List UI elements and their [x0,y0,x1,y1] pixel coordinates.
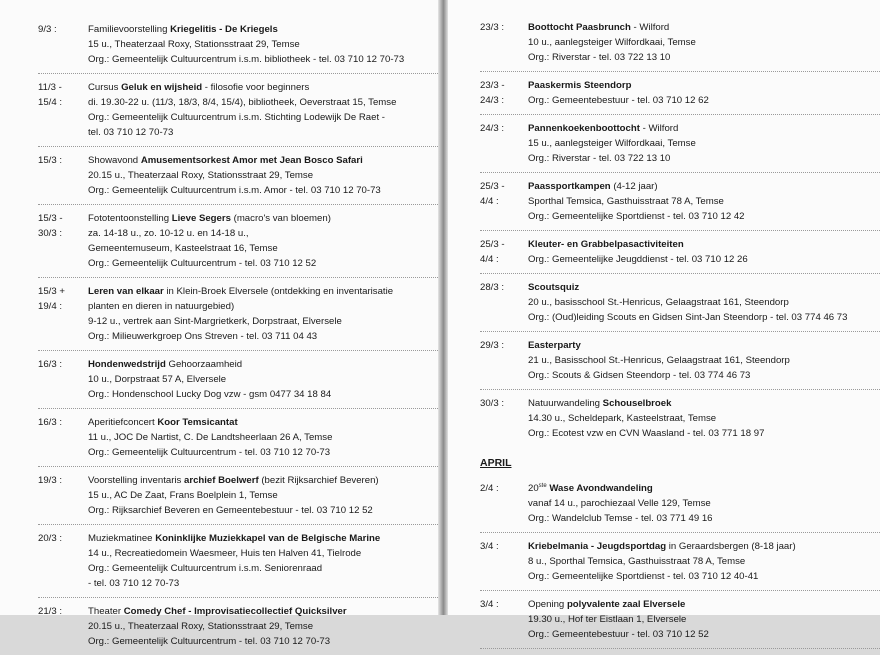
event-text: 20 [528,483,539,494]
event-text: Org.: Gemeentelijk Cultuurcentrum i.s.m. bibliotheek - tel. 03 710 12 70-73 [88,54,405,65]
event-entry [480,396,880,447]
event-detail-line [88,299,430,314]
event-title-text: Wase Avondwandeling [546,483,653,494]
event-text: Natuurwandeling [528,398,603,409]
event-date-line: 16/3 : [38,417,63,428]
event-details [528,481,880,526]
event-date [480,20,528,65]
event-date-line: 29/3 : [480,340,505,351]
event-detail-line [88,329,430,344]
event-detail-line [88,183,430,198]
event-details [528,396,880,441]
right-event-list-march [448,0,880,447]
event-text: Aperitiefconcert [88,417,158,428]
event-entry [38,531,438,598]
event-text: Gemeentemuseum, Kasteelstraat 16, Temse [88,243,278,254]
event-detail-line [528,78,872,93]
event-text: 14 u., Recreatiedomein Waesmeer, Huis ten Halven 41, Tielrode [88,548,362,559]
event-date [480,539,528,584]
event-text: 20.15 u., Theaterzaal Roxy, Stationsstraat 29, Temse [88,170,314,181]
event-detail-line [528,280,872,295]
event-title-text: Kriegelitis - De Kriegels [170,24,278,35]
event-text: Org.: Gemeentelijk Cultuurcentrum - tel. 03 710 12 70-73 [88,636,331,647]
event-text: Org.: Gemeentelijk Cultuurcentrum i.s.m. Seniorenraad [88,563,323,574]
event-date-line: 24/3 : [480,95,505,106]
event-details [88,153,438,198]
event-text: Org.: (Oud)leiding Scouts en Gidsen Sint-Jan Steendorp - tel. 03 774 46 73 [528,312,848,323]
event-date-line: 25/3 - [480,239,505,250]
event-detail-line [88,372,430,387]
event-date [38,153,88,198]
right-event-list-april [448,481,880,649]
month-heading-april: APRIL [480,457,512,469]
left-page [0,0,438,647]
event-date [38,211,88,271]
event-details [88,211,438,271]
event-text: 21 u., Basisschool St.-Henricus, Gelaagstraat 161, Steendorp [528,355,790,366]
event-detail-line [88,488,430,503]
event-detail-line [88,531,430,546]
event-title-text: Boottocht Paasbrunch [528,22,631,33]
event-text: Org.: Gemeentelijke Sportdienst - tel. 03 710 12 42 [528,211,745,222]
event-text: Org.: Gemeentelijke Jeugddienst - tel. 03 710 12 26 [528,254,748,265]
event-text: Sporthal Temsica, Gasthuisstraat 78 A, Temse [528,196,724,207]
event-date [38,473,88,518]
event-title-text: Paaskermis Steendorp [528,80,632,91]
event-title-text: Easterparty [528,340,581,351]
event-entry [38,415,438,467]
event-entry [480,539,880,591]
event-date-line: 15/3 : [38,155,63,166]
event-details [528,539,880,584]
event-text: 20.15 u., Theaterzaal Roxy, Stationsstraat 29, Temse [88,621,314,632]
event-detail-line [88,284,430,299]
event-detail-line [88,473,430,488]
event-text: - Wilford [630,22,670,33]
event-detail-line [528,338,872,353]
event-date-line: 30/3 : [38,228,63,239]
event-details [528,280,880,325]
event-text: Gehoorzaamheid [165,359,243,370]
event-text: Org.: Gemeentelijk Cultuurcentrum - tel. 03 710 12 52 [88,258,317,269]
event-date-line: 2/4 : [480,483,499,494]
event-text: Org.: Scouts & Gidsen Steendorp - tel. 03 774 46 73 [528,370,751,381]
event-detail-line [528,252,872,267]
event-details [528,338,880,383]
event-date [480,237,528,267]
event-text: Showavond [88,155,141,166]
event-title-text: Hondenwedstrijd [88,359,166,370]
event-entry [480,237,880,274]
event-detail-line [88,95,430,110]
event-detail-line [528,50,872,65]
event-text: Org.: Gemeentelijk Cultuurcentrum i.s.m. Amor - tel. 03 710 12 70-73 [88,185,381,196]
event-title-text: Kriebelmania - Jeugdsportdag [528,541,667,552]
event-text: (4-12 jaar) [610,181,658,192]
event-detail-line [88,561,430,576]
event-date [38,357,88,402]
event-detail-line [528,353,872,368]
event-detail-line [88,357,430,372]
event-date-line: 9/3 : [38,24,57,35]
event-detail-line [88,153,430,168]
event-title-text: archief Boelwerf [184,475,259,486]
event-details [88,357,438,402]
event-title-text: Scoutsquiz [528,282,580,293]
event-entry [38,80,438,147]
event-text: planten en dieren in natuurgebied) [88,301,235,312]
event-entry [480,481,880,533]
event-detail-line [528,136,872,151]
event-detail-line [528,612,872,627]
event-detail-line [528,511,872,526]
right-page [448,0,880,640]
event-entry [480,338,880,390]
event-text: 15 u., Theaterzaal Roxy, Stationsstraat 29, Temse [88,39,300,50]
event-detail-line [528,539,872,554]
event-text: 14.30 u., Scheldepark, Kasteelstraat, Temse [528,413,717,424]
event-date-line: 4/4 : [480,196,499,207]
event-detail-line [88,241,430,256]
event-text: Org.: Rijksarchief Beveren en Gemeentebestuur - tel. 03 710 12 52 [88,505,373,516]
event-detail-line [88,110,430,125]
event-detail-line [88,226,430,241]
event-entry [38,153,438,205]
event-detail-line [528,93,872,108]
event-detail-line [88,22,430,37]
event-detail-line [88,634,430,649]
event-date-line: 16/3 : [38,359,63,370]
event-date-line: 3/4 : [480,599,499,610]
event-text: za. 14-18 u., zo. 10-12 u. en 14-18 u., [88,228,249,239]
event-detail-line [528,310,872,325]
event-text: Org.: Riverstar - tel. 03 722 13 10 [528,52,671,63]
event-text: - filosofie voor beginners [202,82,310,93]
event-date-line: 4/4 : [480,254,499,265]
event-text: Org.: Wandelclub Temse - tel. 03 771 49 16 [528,513,713,524]
event-entry [38,284,438,351]
event-detail-line [88,415,430,430]
event-text: 11 u., JOC De Nartist, C. De Landtsheerlaan 26 A, Temse [88,432,333,443]
event-date-line: 21/3 : [38,606,63,617]
event-detail-line [88,314,430,329]
event-title-text: Pannenkoekenboottocht [528,123,640,134]
event-date [480,280,528,325]
event-details [88,22,438,67]
event-title-text: Koor Temsicantat [157,417,238,428]
event-detail-line [88,430,430,445]
event-text: Cursus [88,82,122,93]
event-date [480,121,528,166]
event-detail-line [528,237,872,252]
event-date [480,597,528,642]
event-date [38,415,88,460]
event-text: 8 u., Sporthal Temsica, Gasthuisstraat 78 A, Temse [528,556,746,567]
event-detail-line [528,368,872,383]
event-text: 10 u., Dorpstraat 57 A, Elversele [88,374,227,385]
event-entry [38,357,438,409]
event-date-line: 15/3 - [38,213,63,224]
event-detail-line [528,151,872,166]
event-details [88,473,438,518]
event-date [38,604,88,649]
event-text: - Wilford [639,123,679,134]
event-details [88,80,438,140]
event-text: Opening [528,599,567,610]
event-details [528,20,880,65]
event-entry [480,179,880,231]
event-details [528,78,880,108]
event-detail-line [88,576,430,591]
event-detail-line [88,211,430,226]
event-date [38,284,88,344]
event-text: in Klein-Broek Elversele (ontdekking en inventarisatie [163,286,394,297]
event-details [528,121,880,166]
event-entry [38,211,438,278]
event-title-text: Leren van elkaar [88,286,164,297]
event-detail-line [528,20,872,35]
event-date-line: 19/4 : [38,301,63,312]
event-detail-line [88,503,430,518]
event-text: in Geraardsbergen (8-18 jaar) [666,541,796,552]
event-entry [38,22,438,74]
event-details [528,237,880,267]
event-entry [480,597,880,649]
event-title-text: Paassportkampen [528,181,611,192]
event-text: tel. 03 710 12 70-73 [88,127,174,138]
event-title-text: Amusementsorkest Amor met Jean Bosco Safari [140,155,363,166]
event-details [88,415,438,460]
event-entry [38,604,438,655]
event-detail-line [528,411,872,426]
event-detail-line [88,37,430,52]
event-title-text: Koninklijke Muziekkapel van de Belgische Marine [155,533,381,544]
event-detail-line [528,179,872,194]
event-detail-line [528,554,872,569]
event-text: Org.: Gemeentelijk Cultuurcentrum - tel. 03 710 12 70-73 [88,447,331,458]
event-date-line: 20/3 : [38,533,63,544]
event-text: (macro's van bloemen) [230,213,331,224]
event-detail-line [88,604,430,619]
event-detail-line [528,627,872,642]
event-detail-line [528,481,872,496]
event-detail-line [528,597,872,612]
event-entry [480,20,880,72]
event-detail-line [88,619,430,634]
event-text: ste [538,482,547,489]
event-detail-line [88,80,430,95]
event-text: Muziekmatinee [88,533,156,544]
event-date [38,80,88,140]
event-date-line: 23/3 - [480,80,505,91]
event-date-line: 15/3 + [38,286,65,297]
event-date-line: 24/3 : [480,123,505,134]
event-date-line: 19/3 : [38,475,63,486]
event-text: Org.: Milieuwerkgroep Ons Streven - tel. 03 711 04 43 [88,331,318,342]
event-text: di. 19.30-22 u. (11/3, 18/3, 8/4, 15/4), bibliotheek, Oeverstraat 15, Temse [88,97,397,108]
event-details [88,531,438,591]
event-text: Org.: Hondenschool Lucky Dog vzw - gsm 0477 34 18 84 [88,389,332,400]
event-detail-line [528,426,872,441]
event-text: 10 u., aanlegsteiger Wilfordkaai, Temse [528,37,696,48]
event-date-line: 25/3 - [480,181,505,192]
event-date [480,338,528,383]
event-details [88,284,438,344]
event-title-text: Geluk en wijsheid [121,82,203,93]
event-title-text: polyvalente zaal Elversele [566,599,686,610]
event-date [480,179,528,224]
event-text: Theater [88,606,124,617]
page-gutter [438,0,448,615]
event-text: Fototentoonstelling [88,213,172,224]
event-detail-line [88,546,430,561]
event-text: 15 u., AC De Zaat, Frans Boelplein 1, Temse [88,490,278,501]
event-text: 15 u., aanlegsteiger Wilfordkaai, Temse [528,138,696,149]
event-text: 19.30 u., Hof ter Eistlaan 1, Elversele [528,614,687,625]
event-detail-line [528,496,872,511]
event-date-line: 23/3 : [480,22,505,33]
event-text: Org.: Gemeentebestuur - tel. 03 710 12 52 [528,629,709,640]
event-entry [480,78,880,115]
left-event-list [0,0,438,655]
event-title-text: Kleuter- en Grabbelpasactiviteiten [528,239,684,250]
event-entry [480,121,880,173]
event-date [480,481,528,526]
event-text: 20 u., basisschool St.-Henricus, Gelaagstraat 161, Steendorp [528,297,789,308]
event-text: vanaf 14 u., parochiezaal Velle 129, Temse [528,498,711,509]
event-text: Org.: Gemeentelijk Cultuurcentrum i.s.m. Stichting Lodewijk De Raet - [88,112,385,123]
event-detail-line [528,209,872,224]
event-detail-line [88,125,430,140]
event-detail-line [88,445,430,460]
event-details [88,604,438,649]
event-date-line: 3/4 : [480,541,499,552]
event-text: 9-12 u., vertrek aan Sint-Margrietkerk, Dorpstraat, Elversele [88,316,342,327]
event-detail-line [528,396,872,411]
event-title-text: Lieve Segers [171,213,231,224]
event-entry [480,280,880,332]
event-date [480,78,528,108]
event-date-line: 30/3 : [480,398,505,409]
event-detail-line [528,569,872,584]
event-date [38,531,88,591]
event-date-line: 11/3 - [38,82,62,93]
event-text: Org.: Gemeentebestuur - tel. 03 710 12 62 [528,95,709,106]
event-details [528,179,880,224]
event-detail-line [528,295,872,310]
event-detail-line [528,194,872,209]
event-text: Voorstelling inventaris [88,475,184,486]
event-date-line: 15/4 : [38,97,63,108]
event-text: Org.: Ecotest vzw en CVN Waasland - tel. 03 771 18 97 [528,428,765,439]
event-detail-line [88,256,430,271]
event-detail-line [88,168,430,183]
event-detail-line [528,121,872,136]
event-text: (bezit Rijksarchief Beveren) [258,475,379,486]
event-detail-line [88,52,430,67]
event-entry [38,473,438,525]
event-detail-line [528,35,872,50]
event-detail-line [88,387,430,402]
event-date [38,22,88,67]
event-title-text: Comedy Chef - Improvisatiecollectief Quicksilver [123,606,347,617]
event-text: Org.: Riverstar - tel. 03 722 13 10 [528,153,671,164]
event-details [528,597,880,642]
event-text: Familievoorstelling [88,24,171,35]
event-date-line: 28/3 : [480,282,505,293]
event-text: - tel. 03 710 12 70-73 [88,578,180,589]
event-date [480,396,528,441]
event-title-text: Schouselbroek [602,398,672,409]
event-text: Org.: Gemeentelijke Sportdienst - tel. 03 710 12 40-41 [528,571,759,582]
